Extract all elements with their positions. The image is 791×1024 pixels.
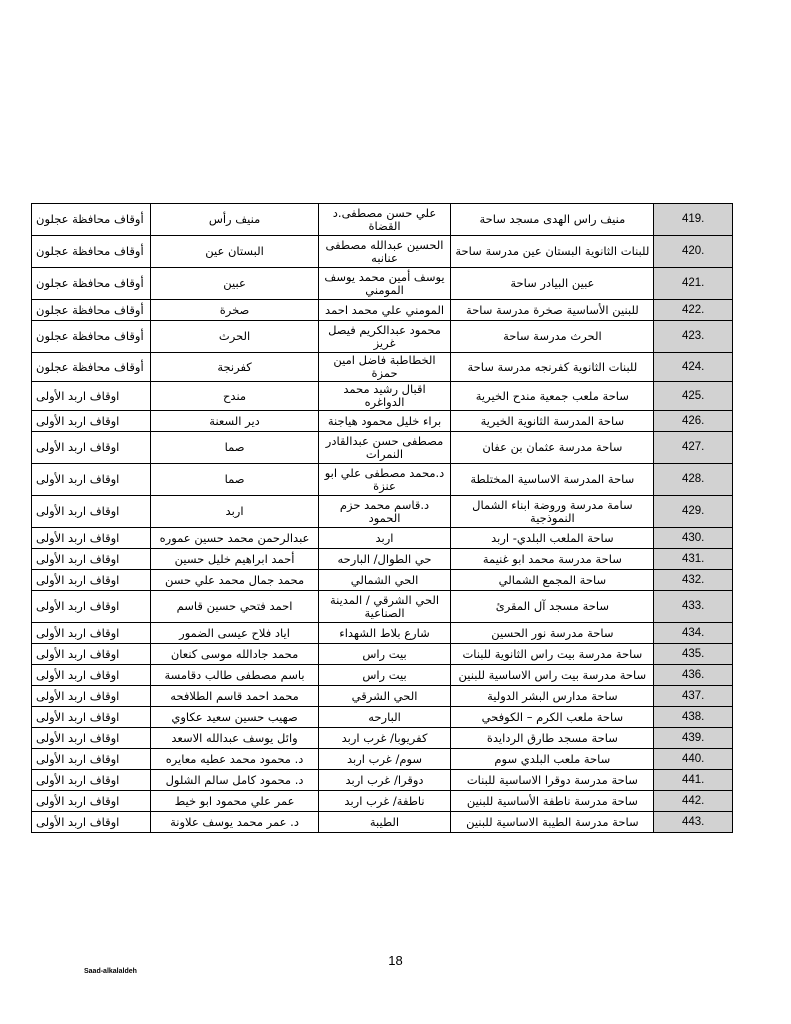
responsible-cell: بيت راس [318,644,451,665]
org-cell: اوقاف اربد الأولى [32,812,151,833]
area-cell: عبدالرحمن محمد حسين عموره [151,528,318,549]
org-cell: اوقاف اربد الأولى [32,411,151,432]
row-number-cell: 426. [654,411,733,432]
responsible-cell: اربد [318,528,451,549]
table-row [32,591,733,623]
org-cell: أوقاف محافظة عجلون [32,300,151,321]
place-cell: ساحة مدرسة الطيبة الاساسية للبنين [451,812,654,833]
table-row [32,353,733,382]
row-number-cell: 423. [654,321,733,353]
org-cell: اوقاف اربد الأولى [32,591,151,623]
table-row [32,644,733,665]
row-number-cell: 439. [654,728,733,749]
table-row [32,300,733,321]
row-number-cell: 422. [654,300,733,321]
table-row [32,728,733,749]
row-number-cell: 441. [654,770,733,791]
org-cell: اوقاف اربد الأولى [32,644,151,665]
responsible-cell: الحسين عبدالله مصطفى عنانبه [318,236,451,268]
place-cell: ساحة مدرسة ناطفة الأساسية للبنين [451,791,654,812]
place-cell: ساحة المجمع الشمالي [451,570,654,591]
table-row [32,464,733,496]
area-cell: صهيب حسين سعيد عكاوي [151,707,318,728]
area-cell: د. محمود كامل سالم الشلول [151,770,318,791]
row-number-cell: 438. [654,707,733,728]
responsible-cell: د.قاسم محمد حزم الحمود [318,496,451,528]
org-cell: اوقاف اربد الأولى [32,770,151,791]
responsible-cell: الحي الشرقي [318,686,451,707]
table-row [32,749,733,770]
place-cell: للبنات الثانوية البستان عين مدرسة ساحة [451,236,654,268]
row-number-cell: 443. [654,812,733,833]
area-cell: الحرث [151,321,318,353]
org-cell: اوقاف اربد الأولى [32,686,151,707]
table-row [32,623,733,644]
responsible-cell: الحي الشرقي / المدينة الصناعية [318,591,451,623]
org-cell: اوقاف اربد الأولى [32,528,151,549]
area-cell: عمر علي محمود ابو خيط [151,791,318,812]
table-row [32,432,733,464]
row-number-cell: 429. [654,496,733,528]
row-number-cell: 427. [654,432,733,464]
row-number-cell: 420. [654,236,733,268]
responsible-cell: يوسف أمين محمد يوسف المومني [318,268,451,300]
area-cell: محمد جادالله موسى كنعان [151,644,318,665]
table-row [32,382,733,411]
place-cell: ساحة مدرسة بيت راس الثانوية للبنات [451,644,654,665]
area-cell: وائل يوسف عبدالله الاسعد [151,728,318,749]
org-cell: اوقاف اربد الأولى [32,791,151,812]
place-cell: ساحة ملعب البلدي سوم [451,749,654,770]
responsible-cell: اقبال رشيد محمد الدواغره [318,382,451,411]
place-cell: ساحة مدرسة دوقرا الاساسية للبنات [451,770,654,791]
place-cell: ساحة ملعب جمعية مندح الخيرية [451,382,654,411]
org-cell: أوقاف محافظة عجلون [32,204,151,236]
responsible-cell: بيت راس [318,665,451,686]
row-number-cell: 436. [654,665,733,686]
place-cell: ساحة مسجد آل المقرئ [451,591,654,623]
responsible-cell: سوم/ غرب اربد [318,749,451,770]
area-cell: صخرة [151,300,318,321]
table-row [32,496,733,528]
org-cell: اوقاف اربد الأولى [32,728,151,749]
table-row [32,411,733,432]
org-cell: أوقاف محافظة عجلون [32,353,151,382]
place-cell: عبين البيادر ساحة [451,268,654,300]
place-cell: ساحة الملعب البلدي- اربد [451,528,654,549]
org-cell: اوقاف اربد الأولى [32,464,151,496]
place-cell: منيف راس الهدى مسجد ساحة [451,204,654,236]
listing-table [31,203,733,833]
table-row [32,707,733,728]
org-cell: أوقاف محافظة عجلون [32,236,151,268]
area-cell: اربد [151,496,318,528]
table-row [32,528,733,549]
place-cell: ساحة مدرسة بيت راس الاساسية للبنين [451,665,654,686]
place-cell: ساحة مدرسة عثمان بن عفان [451,432,654,464]
row-number-cell: 440. [654,749,733,770]
responsible-cell: الطيبة [318,812,451,833]
org-cell: أوقاف محافظة عجلون [32,321,151,353]
responsible-cell: حي الطوال/ البارحه [318,549,451,570]
place-cell: ساحة مدرسة نور الحسين [451,623,654,644]
area-cell: أحمد ابراهيم خليل حسين [151,549,318,570]
responsible-cell: د.محمد مصطفى علي ابو عنزة [318,464,451,496]
org-cell: اوقاف اربد الأولى [32,665,151,686]
row-number-cell: 425. [654,382,733,411]
place-cell: ساحة مسجد طارق الردايدة [451,728,654,749]
responsible-cell: كفريوبا/ غرب اربد [318,728,451,749]
row-number-cell: 435. [654,644,733,665]
table-row [32,665,733,686]
org-cell: اوقاف اربد الأولى [32,496,151,528]
place-cell: للبنين الأساسية صخرة مدرسة ساحة [451,300,654,321]
place-cell: ساحة المدرسة الثانوية الخيرية [451,411,654,432]
org-cell: أوقاف محافظة عجلون [32,268,151,300]
org-cell: اوقاف اربد الأولى [32,707,151,728]
footer-author: Saad-alkalaldeh [84,968,137,975]
place-cell: ساحة ملعب الكرم – الكوفحي [451,707,654,728]
area-cell: محمد احمد قاسم الطلافحه [151,686,318,707]
place-cell: للبنات الثانوية كفرنجه مدرسة ساحة [451,353,654,382]
table-row [32,236,733,268]
area-cell: د. محمود محمد عطيه معايره [151,749,318,770]
area-cell: عبين [151,268,318,300]
row-number-cell: 442. [654,791,733,812]
table-row [32,791,733,812]
table-row [32,268,733,300]
place-cell: ساحة مدارس البشر الدولية [451,686,654,707]
table-row [32,812,733,833]
row-number-cell: 421. [654,268,733,300]
responsible-cell: ناطفة/ غرب اربد [318,791,451,812]
org-cell: اوقاف اربد الأولى [32,549,151,570]
area-cell: د. عمر محمد يوسف علاونة [151,812,318,833]
row-number-cell: 431. [654,549,733,570]
area-cell: احمد فتحي حسين قاسم [151,591,318,623]
responsible-cell: الخطاطبة فاضل امين حمزة [318,353,451,382]
table-row [32,570,733,591]
table-row [32,549,733,570]
responsible-cell: محمود عبدالكريم فيصل غريز [318,321,451,353]
org-cell: اوقاف اربد الأولى [32,432,151,464]
area-cell: كفرنجة [151,353,318,382]
responsible-cell: البارحه [318,707,451,728]
table-body [32,204,733,833]
area-cell: دير السعنة [151,411,318,432]
responsible-cell: الحي الشمالي [318,570,451,591]
org-cell: اوقاف اربد الأولى [32,382,151,411]
responsible-cell: شارع بلاط الشهداء [318,623,451,644]
row-number-cell: 428. [654,464,733,496]
row-number-cell: 433. [654,591,733,623]
responsible-cell: براء خليل محمود هياجنة [318,411,451,432]
row-number-cell: 419. [654,204,733,236]
responsible-cell: المومني علي محمد احمد [318,300,451,321]
row-number-cell: 430. [654,528,733,549]
table-row [32,204,733,236]
responsible-cell: مصطفى حسن عبدالقادر النمرات [318,432,451,464]
responsible-cell: دوقرا/ غرب اربد [318,770,451,791]
place-cell: ساحة مدرسة محمد ابو غنيمة [451,549,654,570]
area-cell: مندح [151,382,318,411]
table-row [32,686,733,707]
area-cell: صما [151,464,318,496]
table-row [32,770,733,791]
row-number-cell: 434. [654,623,733,644]
area-cell: منيف رأس [151,204,318,236]
place-cell: الحرث مدرسة ساحة [451,321,654,353]
org-cell: اوقاف اربد الأولى [32,623,151,644]
area-cell: البستان عين [151,236,318,268]
table-row [32,321,733,353]
area-cell: محمد جمال محمد علي حسن [151,570,318,591]
row-number-cell: 432. [654,570,733,591]
org-cell: اوقاف اربد الأولى [32,749,151,770]
area-cell: باسم مصطفى طالب دقامسة [151,665,318,686]
area-cell: اياد فلاح عيسى الضمور [151,623,318,644]
row-number-cell: 424. [654,353,733,382]
org-cell: اوقاف اربد الأولى [32,570,151,591]
responsible-cell: علي حسن مصطفى.د القضاة [318,204,451,236]
row-number-cell: 437. [654,686,733,707]
page-number: 18 [388,953,403,968]
place-cell: ساحة المدرسة الاساسية المختلطة [451,464,654,496]
area-cell: صما [151,432,318,464]
place-cell: سامة مدرسة وروضة ابناء الشمال النموذجية [451,496,654,528]
